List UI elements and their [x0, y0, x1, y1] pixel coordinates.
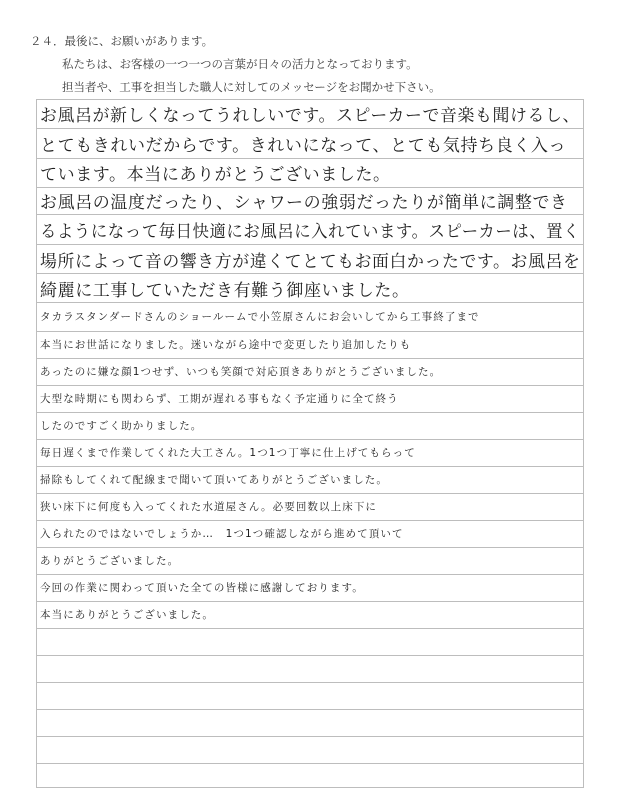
- handwritten-line: 場所によって音の響き方が違くてとてもお面白かったです。お風呂を: [40, 251, 581, 272]
- handwritten-line: 本当にお世話になりました。迷いながら途中で変更したり追加したりも: [40, 338, 412, 351]
- ruled-line: [36, 412, 584, 413]
- handwritten-line: 毎日遅くまで作業してくれた大工さん。1つ1つ丁寧に仕上げてもらって: [40, 446, 416, 459]
- ruled-line: [36, 214, 584, 215]
- ruled-line: [36, 736, 584, 737]
- handwritten-line: したのですごく助かりました。: [40, 419, 203, 432]
- handwritten-line: お風呂の温度だったり、シャワーの強弱だったりが簡単に調整でき: [40, 192, 568, 213]
- handwritten-line: ています。本当にありがとうございました。: [40, 164, 391, 185]
- answer-area-right-border: [583, 99, 584, 787]
- ruled-line: [36, 601, 584, 602]
- handwritten-line: 綺麗に工事していただき有難う御座いました。: [40, 280, 410, 301]
- ruled-line: [36, 682, 584, 683]
- handwritten-line: タカラスタンダードさんのショールームで小笠原さんにお会いしてから工事終了まで: [40, 310, 480, 323]
- handwritten-line: ありがとうございました。: [40, 554, 180, 567]
- handwritten-line: 本当にありがとうございました。: [40, 608, 214, 621]
- handwritten-line: 掃除もしてくれて配線まで聞いて頂いてありがとうございました。: [40, 473, 388, 486]
- ruled-line: [36, 547, 584, 548]
- handwritten-line: とてもきれいだからです。きれいになって、とても気持ち良く入っ: [40, 135, 567, 156]
- ruled-line: [36, 244, 584, 245]
- question-prompt: 担当者や、工事を担当した職人に対してのメッセージをお聞かせ下さい。: [62, 80, 441, 94]
- ruled-line: [36, 493, 584, 494]
- question-title: ２４．最後に、お願いがあります。: [30, 34, 214, 48]
- handwritten-line: 狭い床下に何度も入ってくれた水道屋さん。必要回数以上床下に: [40, 500, 378, 513]
- ruled-line: [36, 787, 584, 788]
- ruled-line: [36, 574, 584, 575]
- ruled-line: [36, 466, 584, 467]
- ruled-line: [36, 273, 584, 274]
- ruled-line: [36, 520, 584, 521]
- handwritten-line: お風呂が新しくなってうれしいです。スピーカーで音楽も聞けるし、: [40, 105, 580, 126]
- ruled-line: [36, 439, 584, 440]
- handwritten-line: 入られたのではないでしょうか… 1つ1つ確認しながら進めて頂いて: [40, 527, 404, 540]
- ruled-line: [36, 331, 584, 332]
- ruled-line: [36, 302, 584, 303]
- handwritten-line: あったのに嫌な顔1つせず、いつも笑顔で対応頂きありがとうございました。: [40, 365, 442, 378]
- question-intro: 私たちは、お客様の一つ一つの言葉が日々の活力となっております。: [62, 57, 418, 71]
- ruled-line: [36, 628, 584, 629]
- ruled-line: [36, 763, 584, 764]
- ruled-line: [36, 128, 584, 129]
- ruled-line: [36, 385, 584, 386]
- lined-answer-area: [36, 99, 584, 787]
- ruled-line: [36, 358, 584, 359]
- ruled-line: [36, 709, 584, 710]
- answer-area-left-border: [36, 99, 37, 787]
- ruled-line: [36, 655, 584, 656]
- handwritten-line: るようになって毎日快適にお風呂に入れています。スピーカーは、置く: [40, 221, 581, 242]
- handwritten-line: 大型な時期にも関わらず、工期が遅れる事もなく予定通りに全て終う: [40, 392, 399, 405]
- handwritten-line: 今回の作業に関わって頂いた全ての皆様に感謝しております。: [40, 581, 364, 594]
